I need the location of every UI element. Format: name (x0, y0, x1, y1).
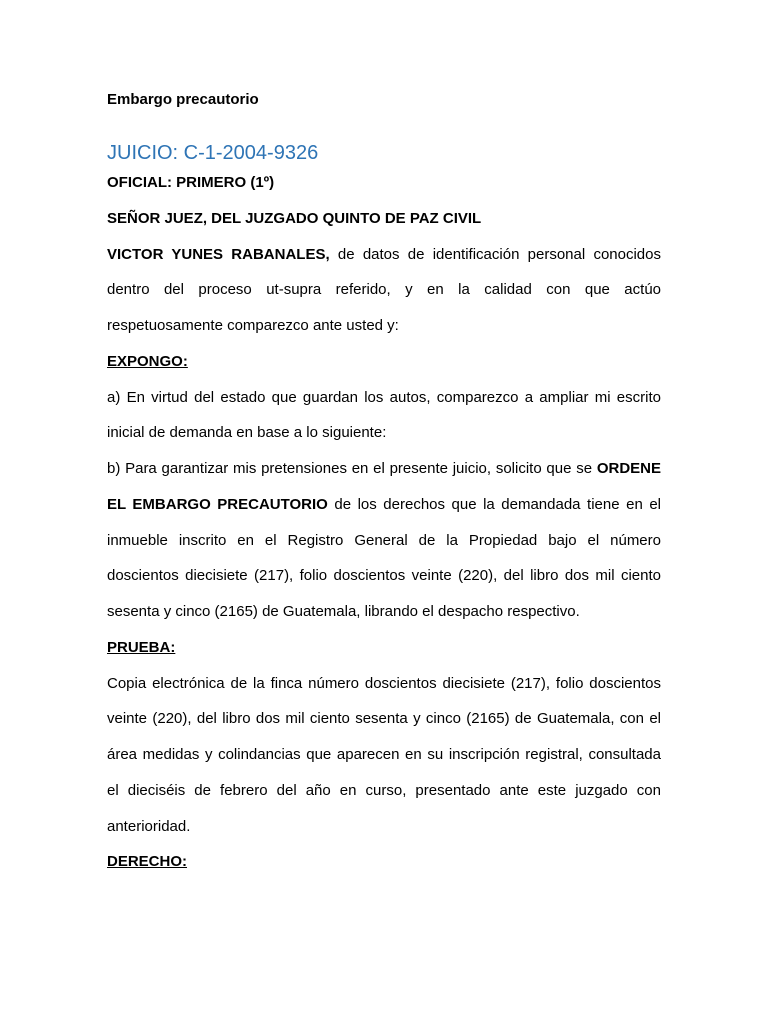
expongo-heading-text: EXPONGO: (107, 352, 188, 370)
document-title: Embargo precautorio (107, 91, 259, 108)
derecho-heading (107, 844, 661, 880)
intro-text: de datos de identificación personal conocidos dentro del proceso ut-supra referido, y en la calidad con que actúo respetuosamente comparezco ante usted y: (107, 245, 661, 334)
expongo-heading (107, 344, 661, 380)
officer-line: OFICIAL: PRIMERO (1º) (107, 174, 275, 191)
case-number: JUICIO: C-1-2004-9326 (107, 142, 319, 164)
addressee-line: SEÑOR JUEZ, DEL JUZGADO QUINTO DE PAZ CIVIL (107, 209, 482, 227)
prueba-paragraph: Copia electrónica de la finca número doscientos diecisiete (217), folio doscientos veinte (220), del libro dos mil ciento sesenta y cinco (2165) de Guatemala, con el área medidas y colindancias que aparecen en su inscripción registral, consultada el dieciséis de febrero del año en curso, presentado ante este juzgado con anterioridad. (107, 674, 661, 835)
expongo-item-a: a) En virtud del estado que guardan los autos, comparezco a ampliar mi escrito inicial de demanda en base a lo siguiente: (107, 388, 661, 442)
item-b-bold: ORDENE EL EMBARGO PRECAUTORIO (107, 460, 661, 513)
document-body (107, 165, 661, 880)
prueba-heading (107, 630, 661, 666)
prueba-heading-text: PRUEBA: (107, 638, 176, 656)
intro-paragraph (107, 237, 661, 344)
item-b-start: b) Para garantizar mis pretensiones en el presente juicio, solicito que se (107, 460, 597, 477)
expongo-item-b (107, 451, 661, 630)
petitioner-name: VICTOR YUNES RABANALES, (107, 245, 330, 263)
item-b-end: de los derechos que la demandada tiene en el inmueble inscrito en el Registro General de la Propiedad bajo el número doscientos diecisiete (217), folio doscientos veinte (220), del libro dos mil ciento sesenta y cinco (2165) de Guatemala, librando el despacho respectivo. (107, 495, 661, 620)
derecho-heading-text: DERECHO: (107, 853, 188, 871)
